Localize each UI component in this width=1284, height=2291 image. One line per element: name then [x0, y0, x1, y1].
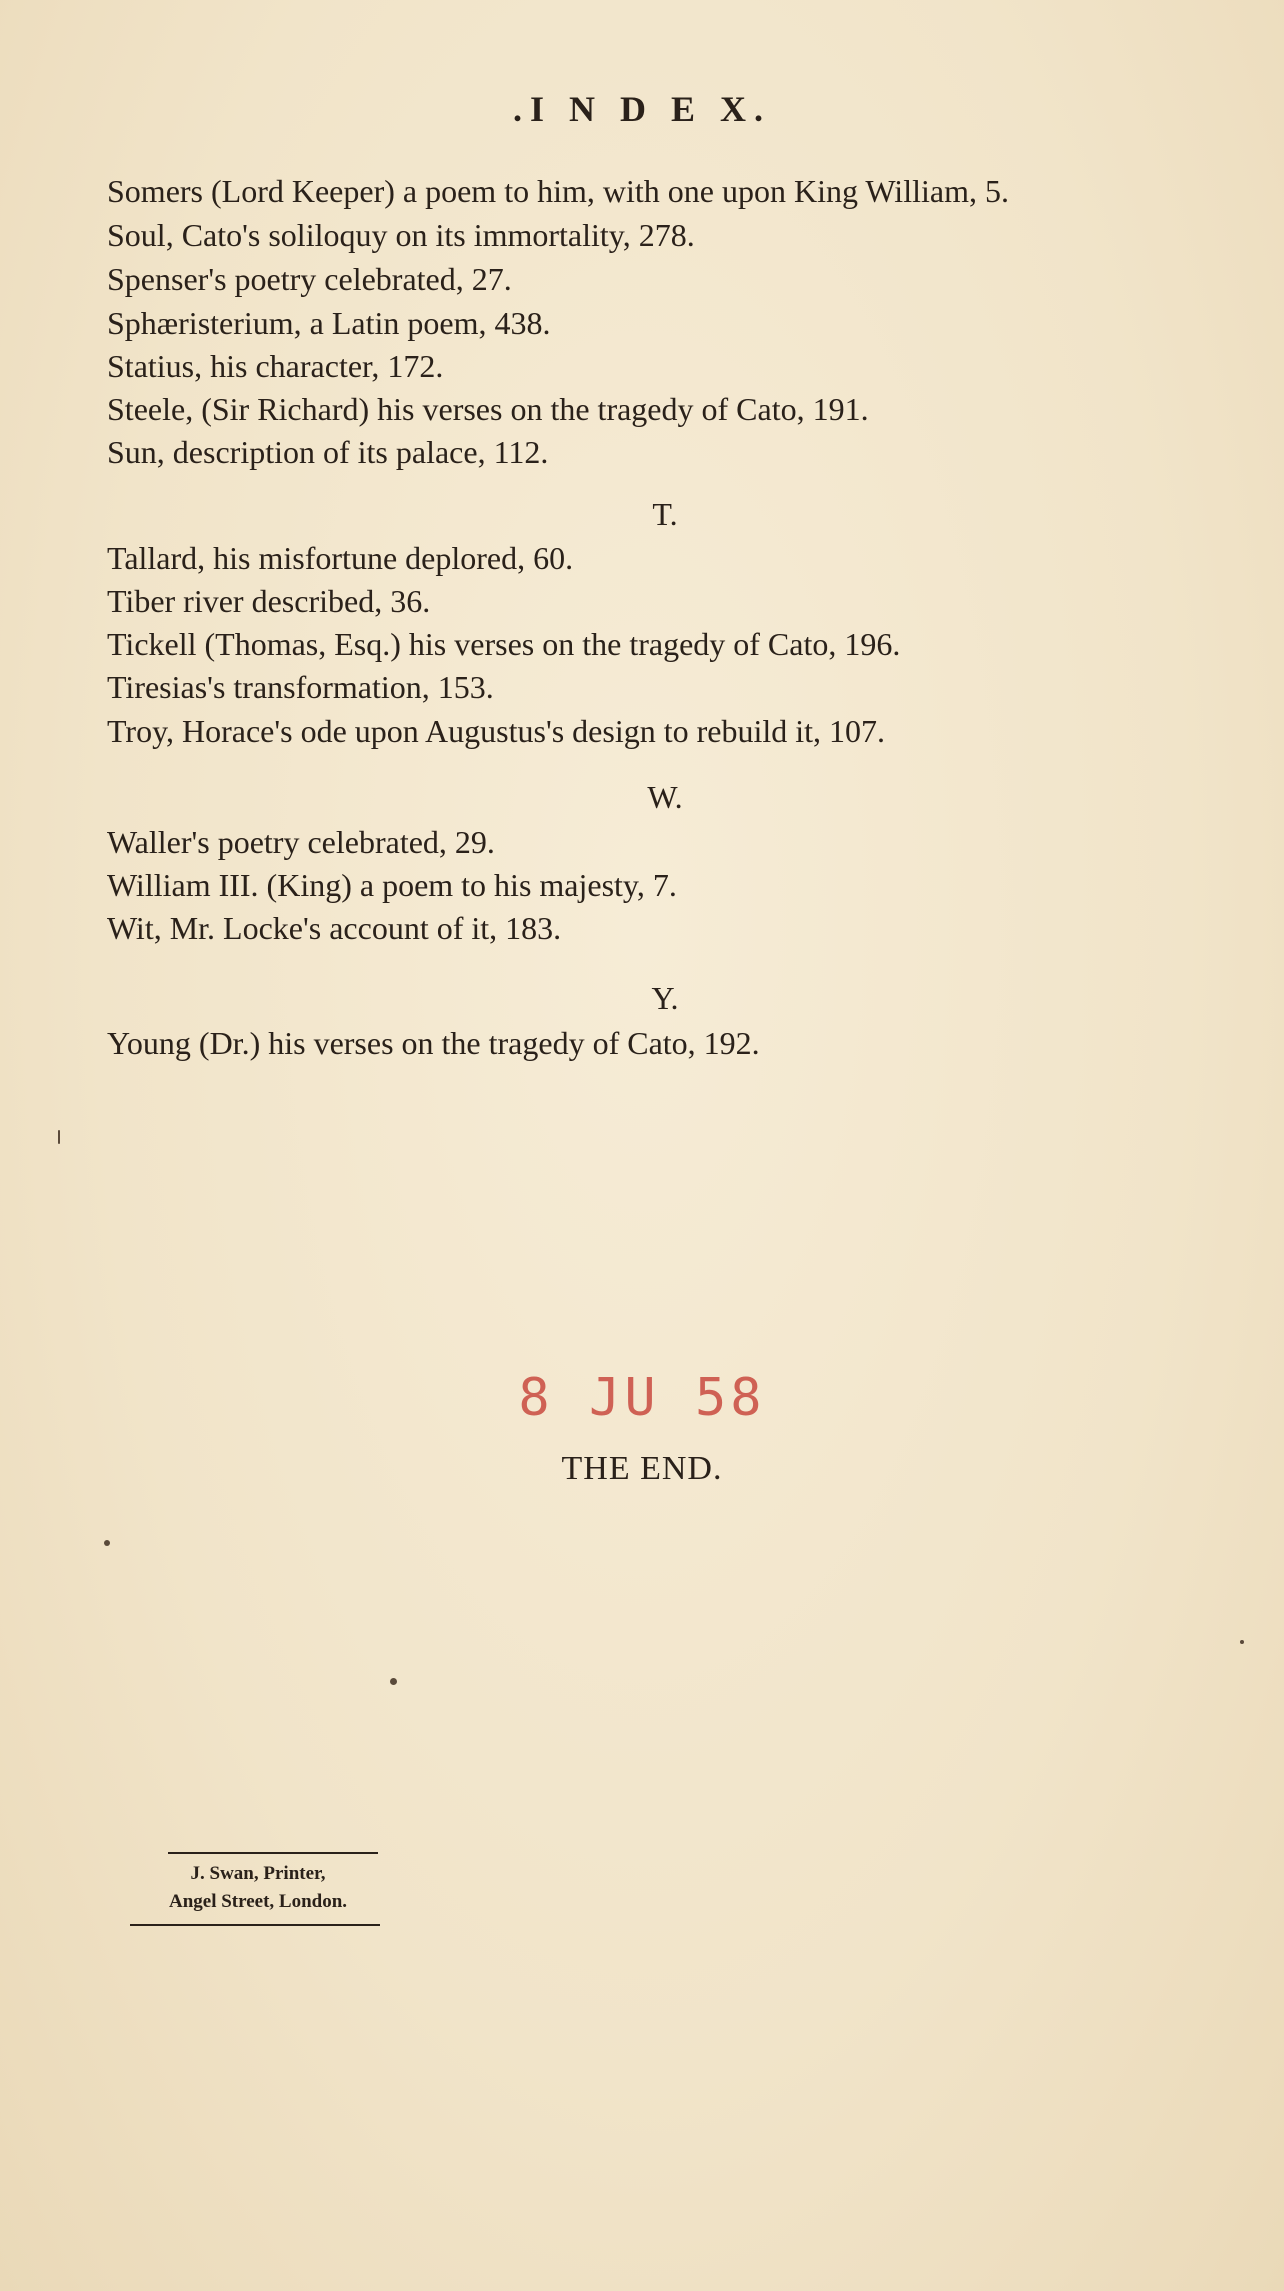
printer-imprint [128, 1860, 388, 1916]
imprint-rule-top [168, 1852, 378, 1854]
index-entry-william: William III. (King) a poem to his majesty, 7. [107, 867, 677, 903]
index-entry-soul: Soul, Cato's soliloquy on its immortality, 278. [107, 217, 695, 253]
index-entry-steele: Steele, (Sir Richard) his verses on the tragedy of Cato, 191. [107, 391, 869, 427]
index-entry-young: Young (Dr.) his verses on the tragedy of Cato, 192. [107, 1025, 760, 1061]
index-entry-tickell: Tickell (Thomas, Esq.) his verses on the tragedy of Cato, 196. [107, 626, 901, 662]
index-entry-sun: Sun, description of its palace, 112. [107, 434, 549, 470]
imprint-rule-bottom [130, 1924, 380, 1926]
paper-speck [390, 1678, 397, 1685]
printer-address: Angel Street, London. [168, 1891, 348, 1912]
index-entry-sphaeristerium: Sphæristerium, a Latin poem, 438. [107, 305, 551, 341]
index-entry-troy: Troy, Horace's ode upon Augustus's design to rebuild it, 107. [107, 713, 886, 749]
index-entry-wit: Wit, Mr. Locke's account of it, 183. [107, 910, 562, 946]
printer-name: J. Swan, Printer, [190, 1863, 326, 1884]
page-title: .I N D E X. [512, 89, 771, 129]
library-date-stamp: 8 JU 58 [518, 1368, 766, 1428]
paper-speck [58, 1130, 60, 1144]
index-entry-tallard: Tallard, his misfortune deplored, 60. [107, 540, 574, 576]
index-entry-spenser: Spenser's poetry celebrated, 27. [107, 261, 512, 297]
index-entry-waller: Waller's poetry celebrated, 29. [107, 824, 495, 860]
the-end: THE END. [561, 1450, 723, 1487]
index-entry-tiresias: Tiresias's transformation, 153. [107, 669, 494, 705]
paper-speck [104, 1540, 110, 1546]
section-letter-t: T. [652, 496, 678, 532]
section-letter-y: Y. [651, 980, 679, 1016]
paper-speck [1240, 1640, 1244, 1644]
index-entry-statius: Statius, his character, 172. [107, 348, 444, 384]
index-entry-somers: Somers (Lord Keeper) a poem to him, with one upon King William, 5. [107, 173, 1009, 209]
section-letter-w: W. [647, 779, 683, 815]
index-entry-tiber: Tiber river described, 36. [107, 583, 431, 619]
